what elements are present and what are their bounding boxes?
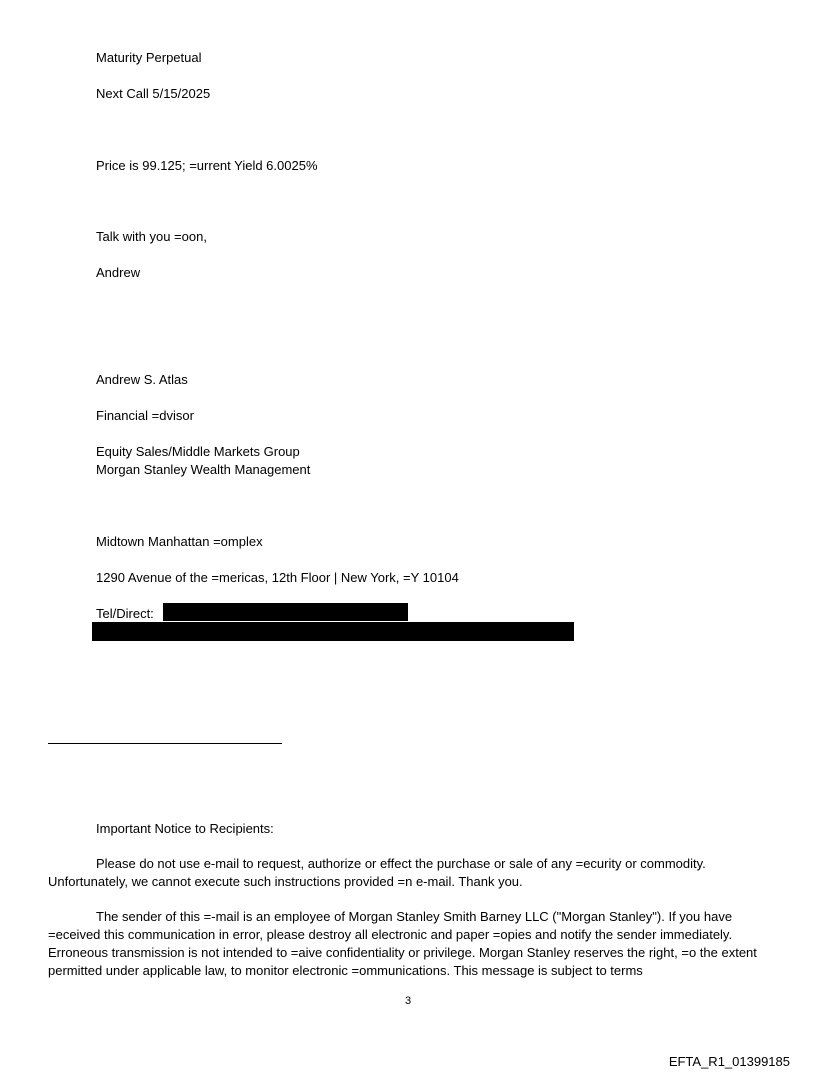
redaction-bar xyxy=(163,603,408,621)
signature-company: Morgan Stanley Wealth Management xyxy=(96,462,311,477)
notice-paragraph-text: The sender of this =-mail is an employee of Morgan Stanley Smith Barney LLC ("Morgan Stanley"). If you have =eceived this communication in error, please destroy all electronic and paper =opies and notify the sender immediately. Erroneous transmission is not intended to =aive confidentiality or privilege. Morgan Stanley reserves the right, =o the extent permitted under applicable law, to monitor electronic =ommunications. This message is subject to terms xyxy=(48,909,757,978)
maturity-line: Maturity Perpetual xyxy=(96,50,202,65)
signature-name: Andrew S. Atlas xyxy=(96,372,188,387)
notice-paragraph xyxy=(48,855,768,891)
signature-group: Equity Sales/Middle Markets Group xyxy=(96,444,300,459)
notice-paragraph xyxy=(48,908,768,980)
signature-title: Financial =dvisor xyxy=(96,408,194,423)
page-number: 3 xyxy=(404,995,412,1007)
closing-line: Talk with you =oon, xyxy=(96,229,207,244)
signature-address: 1290 Avenue of the =mericas, 12th Floor | New York, =Y 10104 xyxy=(96,570,459,585)
price-line: Price is 99.125; =urrent Yield 6.0025% xyxy=(96,158,318,173)
notice-paragraph-text: Please do not use e-mail to request, authorize or effect the purchase or sale of any =ecurity or commodity. Unfortunately, we cannot execute such instructions provided =n e-mail. Thank you. xyxy=(48,856,706,889)
divider-rule xyxy=(48,743,282,744)
sender-first-name: Andrew xyxy=(96,265,141,280)
signature-tel-label: Tel/Direct: xyxy=(96,606,154,621)
next-call-line: Next Call 5/15/2025 xyxy=(96,86,211,101)
notice-heading: Important Notice to Recipients: xyxy=(96,821,274,836)
signature-location: Midtown Manhattan =omplex xyxy=(96,534,263,549)
bates-number: EFTA_R1_01399185 xyxy=(668,1054,790,1069)
redaction-bar xyxy=(92,622,574,641)
